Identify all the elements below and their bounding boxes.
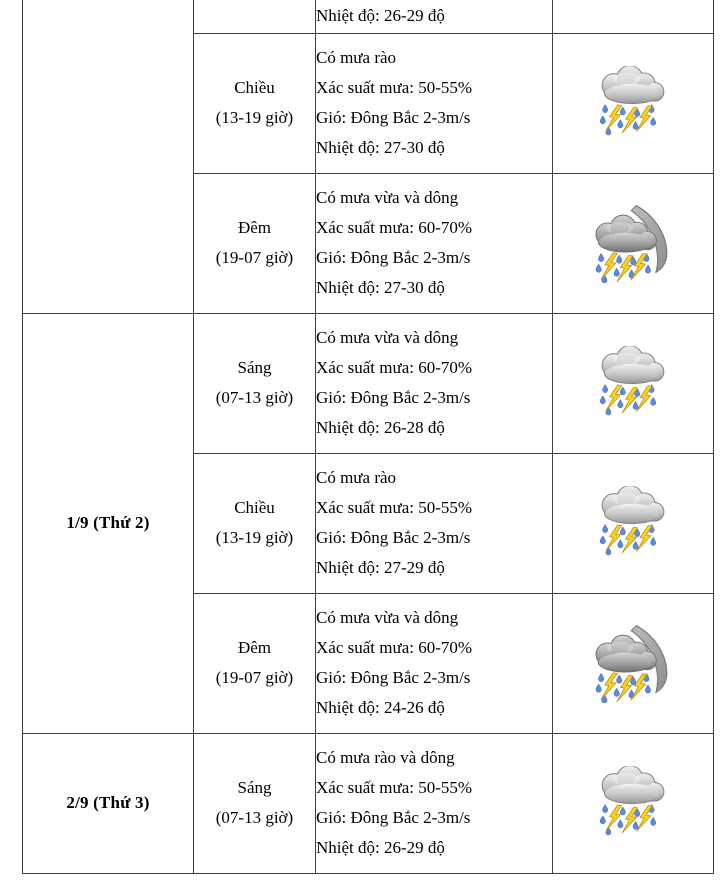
forecast-line: Gió: Đông Bắc 2-3m/s <box>316 668 471 687</box>
icon-cell <box>553 733 714 873</box>
forecast-line: Xác suất mưa: 60-70% <box>316 638 473 657</box>
thunderstorm-day-icon <box>593 346 673 420</box>
thunderstorm-day-icon <box>593 766 673 840</box>
forecast-line: Xác suất mưa: 50-55% <box>316 778 473 797</box>
period-label: Sáng <box>237 358 272 377</box>
period-label: Đêm <box>237 218 272 237</box>
period-hours-label: (19-07 giờ) <box>215 668 294 687</box>
thunderstorm-day-icon <box>593 66 673 140</box>
period-cell <box>194 733 316 873</box>
forecast-line: Xác suất mưa: 50-55% <box>316 498 473 517</box>
forecast-line: Có mưa vừa và dông <box>316 608 459 627</box>
forecast-line: Xác suất mưa: 60-70% <box>316 218 473 237</box>
period-cell <box>194 173 316 313</box>
forecast-line: Xác suất mưa: 60-70% <box>316 358 473 377</box>
forecast-line: Nhiệt độ: 27-29 độ <box>316 558 445 577</box>
period-cell <box>194 33 316 173</box>
icon-cell <box>553 33 714 173</box>
date-cell <box>23 0 194 313</box>
forecast-line: Nhiệt độ: 24-26 độ <box>316 698 445 717</box>
period-cell <box>194 313 316 453</box>
forecast-line: Nhiệt độ: 27-30 độ <box>316 278 445 297</box>
period-hours-label: (19-07 giờ) <box>215 248 294 267</box>
icon-cell <box>553 593 714 733</box>
forecast-detail-cell <box>316 33 553 173</box>
thunderstorm-day-icon <box>593 486 673 560</box>
forecast-line: Nhiệt độ: 26-29 độ <box>316 6 445 26</box>
period-cell <box>194 593 316 733</box>
period-hours-label: (13-19 giờ) <box>215 108 294 127</box>
forecast-line: Nhiệt độ: 27-30 độ <box>316 138 445 157</box>
date-cell: 2/9 (Thứ 3) <box>23 733 194 873</box>
period-hours-label: (13-19 giờ) <box>215 528 294 547</box>
forecast-line: Gió: Đông Bắc 2-3m/s <box>316 108 471 127</box>
table-row <box>23 733 714 873</box>
forecast-line: Gió: Đông Bắc 2-3m/s <box>316 248 471 267</box>
forecast-detail-cell <box>316 0 553 33</box>
date-cell: 1/9 (Thứ 2) <box>23 313 194 733</box>
period-cell <box>194 453 316 593</box>
table-row <box>23 313 714 453</box>
forecast-line: Xác suất mưa: 50-55% <box>316 78 473 97</box>
table-row <box>23 0 714 33</box>
thunderstorm-night-icon <box>590 624 676 703</box>
forecast-line: Có mưa vừa và dông <box>316 328 459 347</box>
thunderstorm-night-icon <box>590 204 676 283</box>
forecast-line: Gió: Đông Bắc 2-3m/s <box>316 808 471 827</box>
period-hours-label: (07-13 giờ) <box>215 388 294 407</box>
forecast-line: Có mưa rào <box>316 468 397 487</box>
forecast-detail-cell <box>316 593 553 733</box>
forecast-line: Gió: Đông Bắc 2-3m/s <box>316 528 471 547</box>
weather-forecast-table <box>22 0 714 874</box>
period-hours-label: (07-13 giờ) <box>215 808 294 827</box>
forecast-line: Có mưa rào <box>316 48 397 67</box>
period-label: Sáng <box>237 778 272 797</box>
icon-cell <box>553 0 714 33</box>
forecast-line: Nhiệt độ: 26-29 độ <box>316 838 445 857</box>
forecast-detail-cell <box>316 313 553 453</box>
period-label: Chiều <box>234 498 275 517</box>
forecast-detail-cell <box>316 173 553 313</box>
period-label: Chiều <box>234 78 275 97</box>
icon-cell <box>553 173 714 313</box>
period-cell <box>194 0 316 33</box>
icon-cell <box>553 313 714 453</box>
forecast-detail-cell <box>316 733 553 873</box>
forecast-line: Nhiệt độ: 26-28 độ <box>316 418 445 437</box>
forecast-line: Gió: Đông Bắc 2-3m/s <box>316 388 471 407</box>
forecast-line: Có mưa vừa và dông <box>316 188 459 207</box>
forecast-line: Có mưa rào và dông <box>316 748 455 767</box>
icon-cell <box>553 453 714 593</box>
forecast-detail-cell <box>316 453 553 593</box>
period-label: Đêm <box>237 638 272 657</box>
